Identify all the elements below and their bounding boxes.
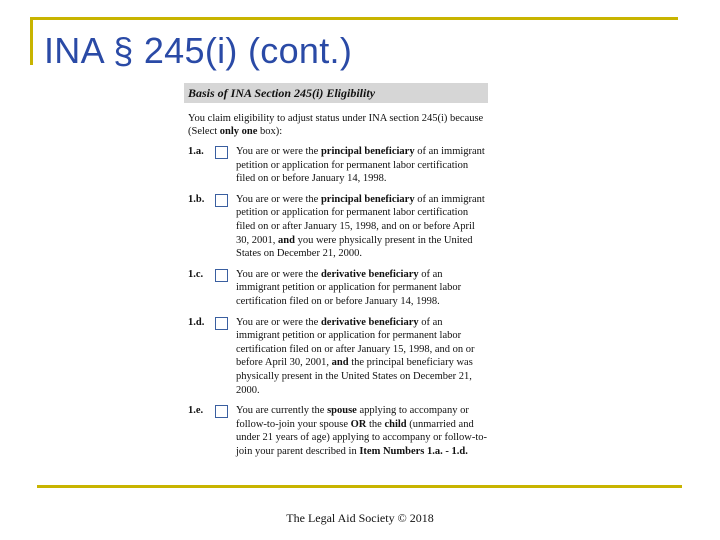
checkbox-1e[interactable] [215,405,228,418]
checkbox-1a[interactable] [215,146,228,159]
item-number: 1.d. [188,316,205,328]
form-item-1c [184,268,488,309]
checkbox-1d[interactable] [215,317,228,330]
form-section-header: Basis of INA Section 245(i) Eligibility [184,83,488,103]
slide-footer: The Legal Aid Society © 2018 [286,511,434,525]
item-text: You are or were the derivative beneficiary of an immigrant petition or application for permanent labor certification filed on or after January 15, 1998, and on or before April 30, 2001, and the principal beneficiary was physically present in the United States on December 21, 2000. [236,316,475,396]
form-excerpt [184,83,488,458]
slide-title: INA § 245(i) (cont.) [44,30,353,71]
item-number: 1.b. [188,193,205,205]
top-frame-line [30,17,678,20]
item-number: 1.c. [188,268,204,280]
left-frame-line [30,17,33,65]
checkbox-1c[interactable] [215,269,228,282]
form-item-1a [184,145,488,186]
item-text: You are or were the derivative beneficiary of an immigrant petition or application for permanent labor certification filed on or before January 14, 1998. [236,268,462,307]
form-item-1b [184,193,488,261]
checkbox-1b[interactable] [215,194,228,207]
item-text: You are or were the principal beneficiary of an immigrant petition or application for permanent labor certification filed on or after January 15, 1998, and on or before April 30, 2001, and you were physically present in the United States on December 21, 2000. [236,193,485,260]
item-number: 1.a. [188,146,204,157]
form-intro: You claim eligibility to adjust status under INA section 245(i) because (Select only one box): [188,113,484,137]
item-text: You are or were the principal beneficiary of an immigrant petition or application for permanent labor certification filed on or before January 14, 1998. [236,146,485,185]
form-item-1e [184,404,488,458]
form-item-1d [184,316,488,398]
item-text: You are currently the spouse applying to accompany or follow-to-join your spouse OR the child (unmarried and under 21 years of age) applying to accompany or follow-to-join your parent described in Item Numbers 1.a. - 1.d. [236,405,488,457]
item-number: 1.e. [188,405,204,417]
bottom-frame-line [37,485,682,488]
